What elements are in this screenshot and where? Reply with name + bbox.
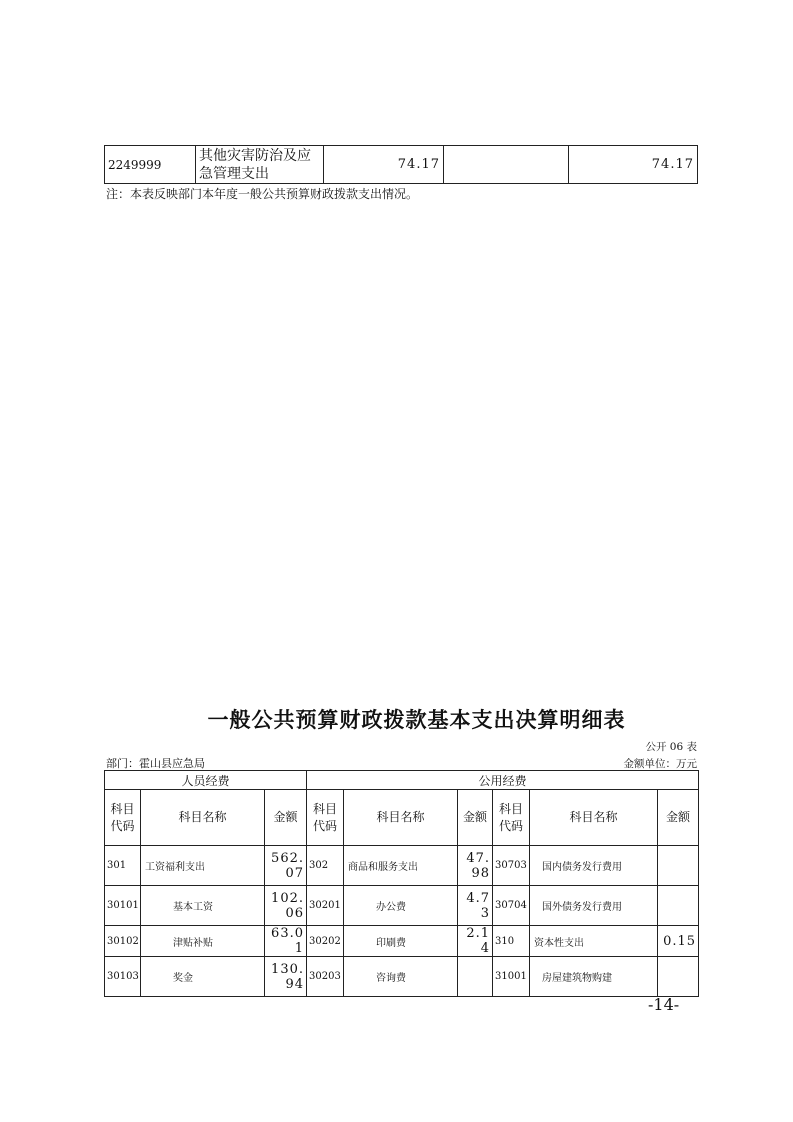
amount-cell: 0.15 bbox=[658, 926, 699, 957]
code-cell: 301 bbox=[105, 846, 141, 886]
amount-total: 74.17 bbox=[324, 146, 444, 184]
subject-code: 2249999 bbox=[105, 146, 196, 184]
group-public: 公用经费 bbox=[307, 771, 699, 790]
amount-cell: 4.73 bbox=[458, 886, 493, 926]
header-code: 科目代码 bbox=[105, 790, 141, 846]
code-cell: 30703 bbox=[493, 846, 530, 886]
amount-cell bbox=[658, 886, 699, 926]
code-cell: 30202 bbox=[307, 926, 344, 957]
page-title: 一般公共预算财政拨款基本支出决算明细表 bbox=[207, 708, 626, 732]
header-name: 科目名称 bbox=[344, 790, 458, 846]
code-cell: 30704 bbox=[493, 886, 530, 926]
column-header-row bbox=[105, 790, 699, 846]
amount-project: 74.17 bbox=[569, 146, 698, 184]
name-cell: 印刷费 bbox=[344, 926, 458, 957]
code-cell: 310 bbox=[493, 926, 530, 957]
basic-expenditure-detail-table bbox=[104, 770, 699, 997]
page-number: -14- bbox=[648, 995, 680, 1014]
table-row bbox=[105, 926, 699, 957]
amount-unit-label: 金额单位：万元 bbox=[623, 758, 697, 770]
name-cell: 津贴补贴 bbox=[141, 926, 265, 957]
department-label: 部门：霍山县应急局 bbox=[106, 757, 205, 770]
group-header-row bbox=[105, 771, 699, 790]
code-cell: 30101 bbox=[105, 886, 141, 926]
amount-cell bbox=[658, 957, 699, 997]
code-cell: 31001 bbox=[493, 957, 530, 997]
header-amount: 金额 bbox=[658, 790, 699, 846]
amount-cell: 63.01 bbox=[265, 926, 307, 957]
header-amount: 金额 bbox=[458, 790, 493, 846]
header-name: 科目名称 bbox=[141, 790, 265, 846]
code-cell: 30203 bbox=[307, 957, 344, 997]
code-cell: 30103 bbox=[105, 957, 141, 997]
expenditure-table-continued bbox=[104, 145, 698, 184]
name-cell: 国外债务发行费用 bbox=[530, 886, 658, 926]
name-cell: 商品和服务支出 bbox=[344, 846, 458, 886]
amount-cell: 2.14 bbox=[458, 926, 493, 957]
amount-cell bbox=[658, 846, 699, 886]
name-cell: 奖金 bbox=[141, 957, 265, 997]
name-cell: 国内债务发行费用 bbox=[530, 846, 658, 886]
amount-basic bbox=[444, 146, 569, 184]
group-personnel: 人员经费 bbox=[105, 771, 307, 790]
code-cell: 302 bbox=[307, 846, 344, 886]
amount-cell bbox=[458, 957, 493, 997]
name-cell: 办公费 bbox=[344, 886, 458, 926]
table-row bbox=[105, 846, 699, 886]
name-cell: 工资福利支出 bbox=[141, 846, 265, 886]
subject-name: 其他灾害防治及应急管理支出 bbox=[196, 146, 324, 184]
amount-cell: 130.94 bbox=[265, 957, 307, 997]
amount-cell: 102.06 bbox=[265, 886, 307, 926]
amount-cell: 562.07 bbox=[265, 846, 307, 886]
code-cell: 30201 bbox=[307, 886, 344, 926]
header-code: 科目代码 bbox=[307, 790, 344, 846]
header-name: 科目名称 bbox=[530, 790, 658, 846]
header-amount: 金额 bbox=[265, 790, 307, 846]
name-cell: 资本性支出 bbox=[530, 926, 658, 957]
header-code: 科目代码 bbox=[493, 790, 530, 846]
code-cell: 30102 bbox=[105, 926, 141, 957]
name-cell: 咨询费 bbox=[344, 957, 458, 997]
table-row bbox=[105, 146, 698, 184]
table-row bbox=[105, 886, 699, 926]
amount-cell: 47.98 bbox=[458, 846, 493, 886]
table-note: 注：本表反映部门本年度一般公共预算财政拨款支出情况。 bbox=[106, 187, 419, 201]
form-number: 公开 06 表 bbox=[645, 741, 697, 753]
table-row bbox=[105, 957, 699, 997]
name-cell: 基本工资 bbox=[141, 886, 265, 926]
name-cell: 房屋建筑物购建 bbox=[530, 957, 658, 997]
